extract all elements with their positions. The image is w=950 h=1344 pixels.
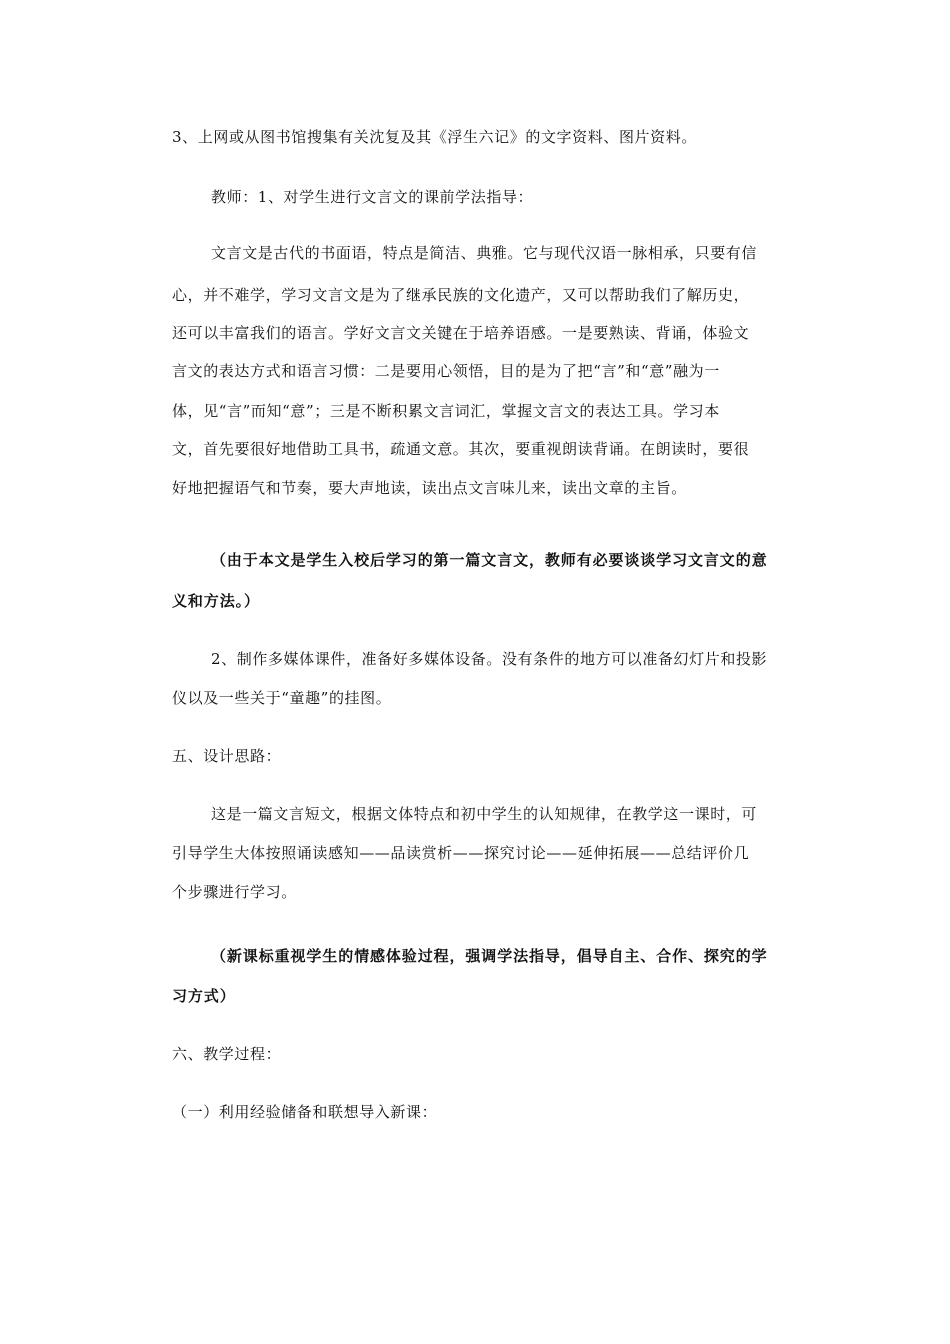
intro-line-7: 好地把握语气和节奏，要大声地读，读出点文言味儿来，读出文章的主旨。 (172, 479, 687, 497)
subsection-1-heading: （一）利用经验储备和联想导入新课： (172, 1103, 438, 1121)
intro-line-5: 体，见“言”而知“意”；三是不断积累文言词汇，掌握文言文的表达工具。学习本 (172, 402, 720, 420)
design-line-2: 引导学生大体按照诵读感知——品读赏析——探究讨论——延伸拓展——总结评价几 (172, 844, 750, 862)
intro-line-6: 文，首先要很好地借助工具书，疏通文意。其次，要重视朗读背诵。在朗读时，要很 (172, 440, 750, 458)
intro-line-2: 心，并不难学，学习文言文是为了继承民族的文化遗产，又可以帮助我们了解历史， (172, 286, 750, 304)
intro-line-1: 文言文是古代的书面语，特点是简洁、典雅。它与现代汉语一脉相承，只要有信 (211, 244, 758, 262)
design-line-1: 这是一篇文言短文，根据文体特点和初中学生的认知规律，在教学这一课时，可 (211, 805, 758, 823)
note-2-line-1: （新课标重视学生的情感体验过程，强调学法指导，倡导自主、合作、探究的学 (211, 947, 768, 965)
note-2-line-2: 习方式） (172, 987, 236, 1005)
note-1-line-1: （由于本文是学生入校后学习的第一篇文言文，教师有必要谈谈学习文言文的意 (211, 551, 768, 569)
section-5-heading: 五、设计思路： (172, 747, 282, 765)
item-2-line-1: 2、制作多媒体课件，准备好多媒体设备。没有条件的地方可以准备幻灯片和投影 (211, 650, 768, 668)
teacher-heading: 教师：1、对学生进行文言文的课前学法指导： (211, 188, 534, 206)
item-3-text: 3、上网或从图书馆搜集有关沈复及其《浮生六记》的文字资料、图片资料。 (172, 128, 697, 146)
design-line-3: 个步骤进行学习。 (172, 883, 297, 901)
section-6-heading: 六、教学过程： (172, 1045, 282, 1063)
intro-line-4: 言文的表达方式和语言习惯：二是要用心领悟，目的是为了把“言”和“意”融为一 (172, 362, 720, 380)
item-2-line-2: 仪以及一些关于“童趣”的挂图。 (172, 689, 392, 707)
note-1-line-2: 义和方法。） (172, 592, 260, 610)
intro-line-3: 还可以丰富我们的语言。学好文言文关键在于培养语感。一是要熟读、背诵，体验文 (172, 324, 750, 342)
